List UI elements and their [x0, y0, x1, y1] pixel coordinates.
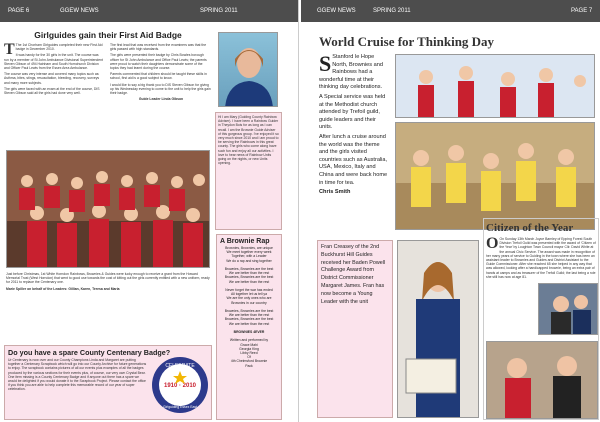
paragraph: After lunch a cruise around the world was the theme and the girls visited countries such as Australia, USA, Mexico, Italy and China and were back home in time for tea.	[319, 133, 388, 186]
paragraph: The girls were presented their badge by Chris Bowles borough officer for St John Ambulance and Office Paul Lewis; the parents were proud to watch their daughters demonstrate some of the topics they had learnt during the course.	[110, 53, 207, 71]
brownie-rap-box	[216, 234, 282, 420]
article-column-2	[110, 43, 212, 141]
scrapbook-body: Ur Centenary is now over and our County Champions Linda and Margaret are putting together a Centenary Scrapbook which will go into our County Archive for future generations to enjoy. The scrapbook contains pictures of all our events plus examples of all the badges produced by the various sections for their events plus, of course, our very own Crystal Bear. One item missing is a County Centenary Badge and if anyone out there has a spare we would be delighted if you would donate it to the Scrapbook Project. Please contact the office if you think you are able to help complete this memorable record of our year of super celebration.	[8, 358, 147, 392]
newsletter-title: GGEW NEWS	[317, 8, 356, 14]
scrapbook-title: Do you have a spare County Centenary Badge?	[8, 348, 171, 357]
paragraph: The course was very intense and covered many topics such as: Asthma, bites, stings, resuscitation, bleeding, recovery, surveys and many more subjects.	[4, 72, 100, 85]
paragraph: The 1st Chorham Girlguides completed their new First Aid badge in December 2010.	[15, 43, 103, 52]
rap-line: We are better than the rest	[228, 279, 270, 284]
rap-lines	[220, 246, 278, 368]
fran-award-text: Fran Creasey of the 2nd Buckhurst Hill Guides received her Baden Powell Challenge Award from District Commissioner Margaret James. Fran has now become a Young Leader with the unit	[321, 244, 386, 305]
rap-line: We do a rap and sing together	[226, 258, 272, 263]
rap-line: We are better than the rest	[228, 271, 270, 276]
centenary-badge-image	[151, 356, 209, 414]
rap-line: Written and performed by	[229, 338, 269, 343]
badge-ring-text: CELEBRATE	[165, 363, 195, 369]
rap-line: Libby Reed	[240, 351, 258, 355]
rap-line: 4th Chelmsford Brownie	[230, 359, 268, 364]
page-header-left	[0, 0, 298, 22]
caption-text: Hi I am Mary (Guiding County Rainbow Adviser). I have been a Rainbow Guider in Theydon Bois for as long as I can recall. I am the Brownie Guide Adviser of this gorgeous group. I've enjoyed it so very much since 2010 and I am proud to be serving the Rainbows in this great county. The girls who come along have such fun and enjoy all our activities. I love to hear news of Rainbow Units going on the nights, or new Units opening.	[218, 115, 279, 166]
author: Chris Smith	[319, 189, 351, 196]
rap-line: We are the only ones who are	[226, 296, 272, 301]
fran-photo	[397, 240, 479, 418]
drop-cap: O	[486, 237, 499, 252]
page-header-right	[301, 0, 600, 22]
rap-line: Georgia King	[239, 346, 259, 351]
fran-photo-figure	[398, 241, 479, 418]
citizen-text: On Sunday 13th March Joyce Barnley of Epping Forest South Division Trefoil Guild was presented with the award of 'Citizen of the Year' by Loughton Town Council mayor Cllr. David White at the annual Civic Service. The award was made in recognition of her many years of service to Guiding in the town where she has been an assistant leader to Brownies and Guides and District Assistant to the Guide Commissioner. After she reached 65 she helped in any way that was allowed, looking after a handicapped brownie, being an extra pair of hands at camps and as treasurer of the Trefoil Guild; the last being a role she still has now at age 81.	[486, 237, 596, 279]
page-number: PAGE 6	[8, 8, 30, 14]
spare-badge-box	[4, 345, 212, 420]
rap-line: Brownies in our country	[231, 300, 267, 305]
paragraph: It was handy for the 30 girls in the unit. The course was run by a member of St John Ambulance Divisional Superintendent Steven Gibson of 494 Hainham and South Hornchurch Division and Officer Paul Lewis from the Essex Area Ambulance.	[4, 53, 103, 71]
portrait-photo	[218, 32, 278, 107]
newsletter-title: GGEW NEWS	[60, 8, 99, 14]
drop-cap: T	[4, 43, 15, 58]
rap-line: Together, with a Leader	[231, 254, 267, 259]
rap-line: We are better than the rest	[228, 321, 270, 326]
cruise-body	[319, 54, 389, 236]
badge-sub-text: Girlguiding Essex East	[162, 405, 198, 409]
citizen-photo	[538, 283, 598, 335]
left-page	[0, 0, 299, 422]
rap-line: Of	[247, 355, 251, 360]
article-column-1	[4, 43, 104, 141]
rap-line: Never forget the war has ended	[225, 288, 273, 292]
paragraph: I would like to say a big thank you to DIS Steven Gibson for giving up his Wednesday evening to come to the unit to help the girls gain their badge.	[110, 82, 211, 96]
paragraph: Stanford le Hope North, Brownies and Rainbows had a wonderful time at their thinking day celebrations.	[319, 54, 383, 91]
paragraph: The first lead that was received from the examiners was that the girls passed with high standards.	[110, 43, 207, 52]
issue-date: SPRING 2011	[200, 8, 238, 14]
rap-line: Brownies, Brownies are the best	[224, 275, 274, 280]
rap-line: Brownies, Brownies are the best	[224, 309, 274, 313]
rap-line: Brownies, Brownies, are unique	[225, 246, 273, 250]
paragraph: Parents commented that children should be taught these skills in school, first aid is a good subject to know.	[110, 72, 207, 81]
article-title: Girlguides gain their First Aid Badge	[34, 30, 182, 40]
paragraph: A Special service was held at the Methodist church attended by Trefoil guild, guide leaders and their units.	[319, 93, 386, 131]
caption-credit: Marie Spiller on behalf of the Leaders: Gillian, Karen, Teresa and Maria	[6, 286, 120, 291]
rap-line: Brownies, Brownies are the best	[224, 317, 274, 322]
cruise-photo-top	[395, 54, 595, 118]
uniform-grant-caption	[6, 272, 212, 302]
first-aid-article	[4, 30, 212, 142]
signoff: Guide Leader Linda Gibson	[138, 97, 184, 102]
badge-years: 1910 · 2010	[163, 383, 197, 389]
rap-line: Grace Mahi	[240, 342, 258, 347]
fran-award-box	[317, 240, 393, 418]
rap-line: We are better than the rest	[228, 313, 270, 318]
caption-body: Just before Christmas, 1st White Horndon Rainbows, Brownies & Guides were lucky enough to receive a grant from the Howard Memorial Trust (West Horndon) that went to good use towards the cost of kitting out the girls currently entitled with a new uniform, ready for 2011 to replace the Centenary one.	[6, 272, 210, 285]
mayor-award-photo	[486, 341, 598, 419]
cruise-title: World Cruise for Thinking Day	[319, 34, 495, 49]
rap-title: A Brownie Rap	[220, 238, 270, 245]
citizen-title: Citizen of the Year	[486, 222, 574, 234]
rap-line: BROWNIES 4EVER	[233, 330, 265, 334]
cruise-photo-top-figures	[396, 55, 595, 118]
paragraph: The girls were faced with an exam at the end of the course, DIS Steven Gibson said all the girls had done very well.	[4, 86, 100, 96]
cruise-photo-bottom	[395, 122, 595, 230]
rap-line: All together let us tell ya	[231, 292, 267, 297]
page-number: PAGE 7	[571, 8, 593, 14]
rap-line: We meet together every week	[226, 250, 272, 255]
rainbow-adviser-caption	[215, 112, 282, 230]
group-photo-figures	[7, 151, 210, 268]
right-page	[301, 0, 600, 422]
group-photo	[6, 150, 210, 268]
rap-line: Brownies, Brownies are the best	[224, 267, 274, 271]
rap-line: Pack	[245, 363, 253, 368]
issue-date: SPRING 2011	[373, 8, 411, 14]
citizen-of-the-year	[483, 218, 599, 420]
drop-cap: S	[319, 54, 332, 76]
portrait-figure	[219, 33, 278, 107]
cruise-photo-bottom-figures	[396, 123, 595, 230]
